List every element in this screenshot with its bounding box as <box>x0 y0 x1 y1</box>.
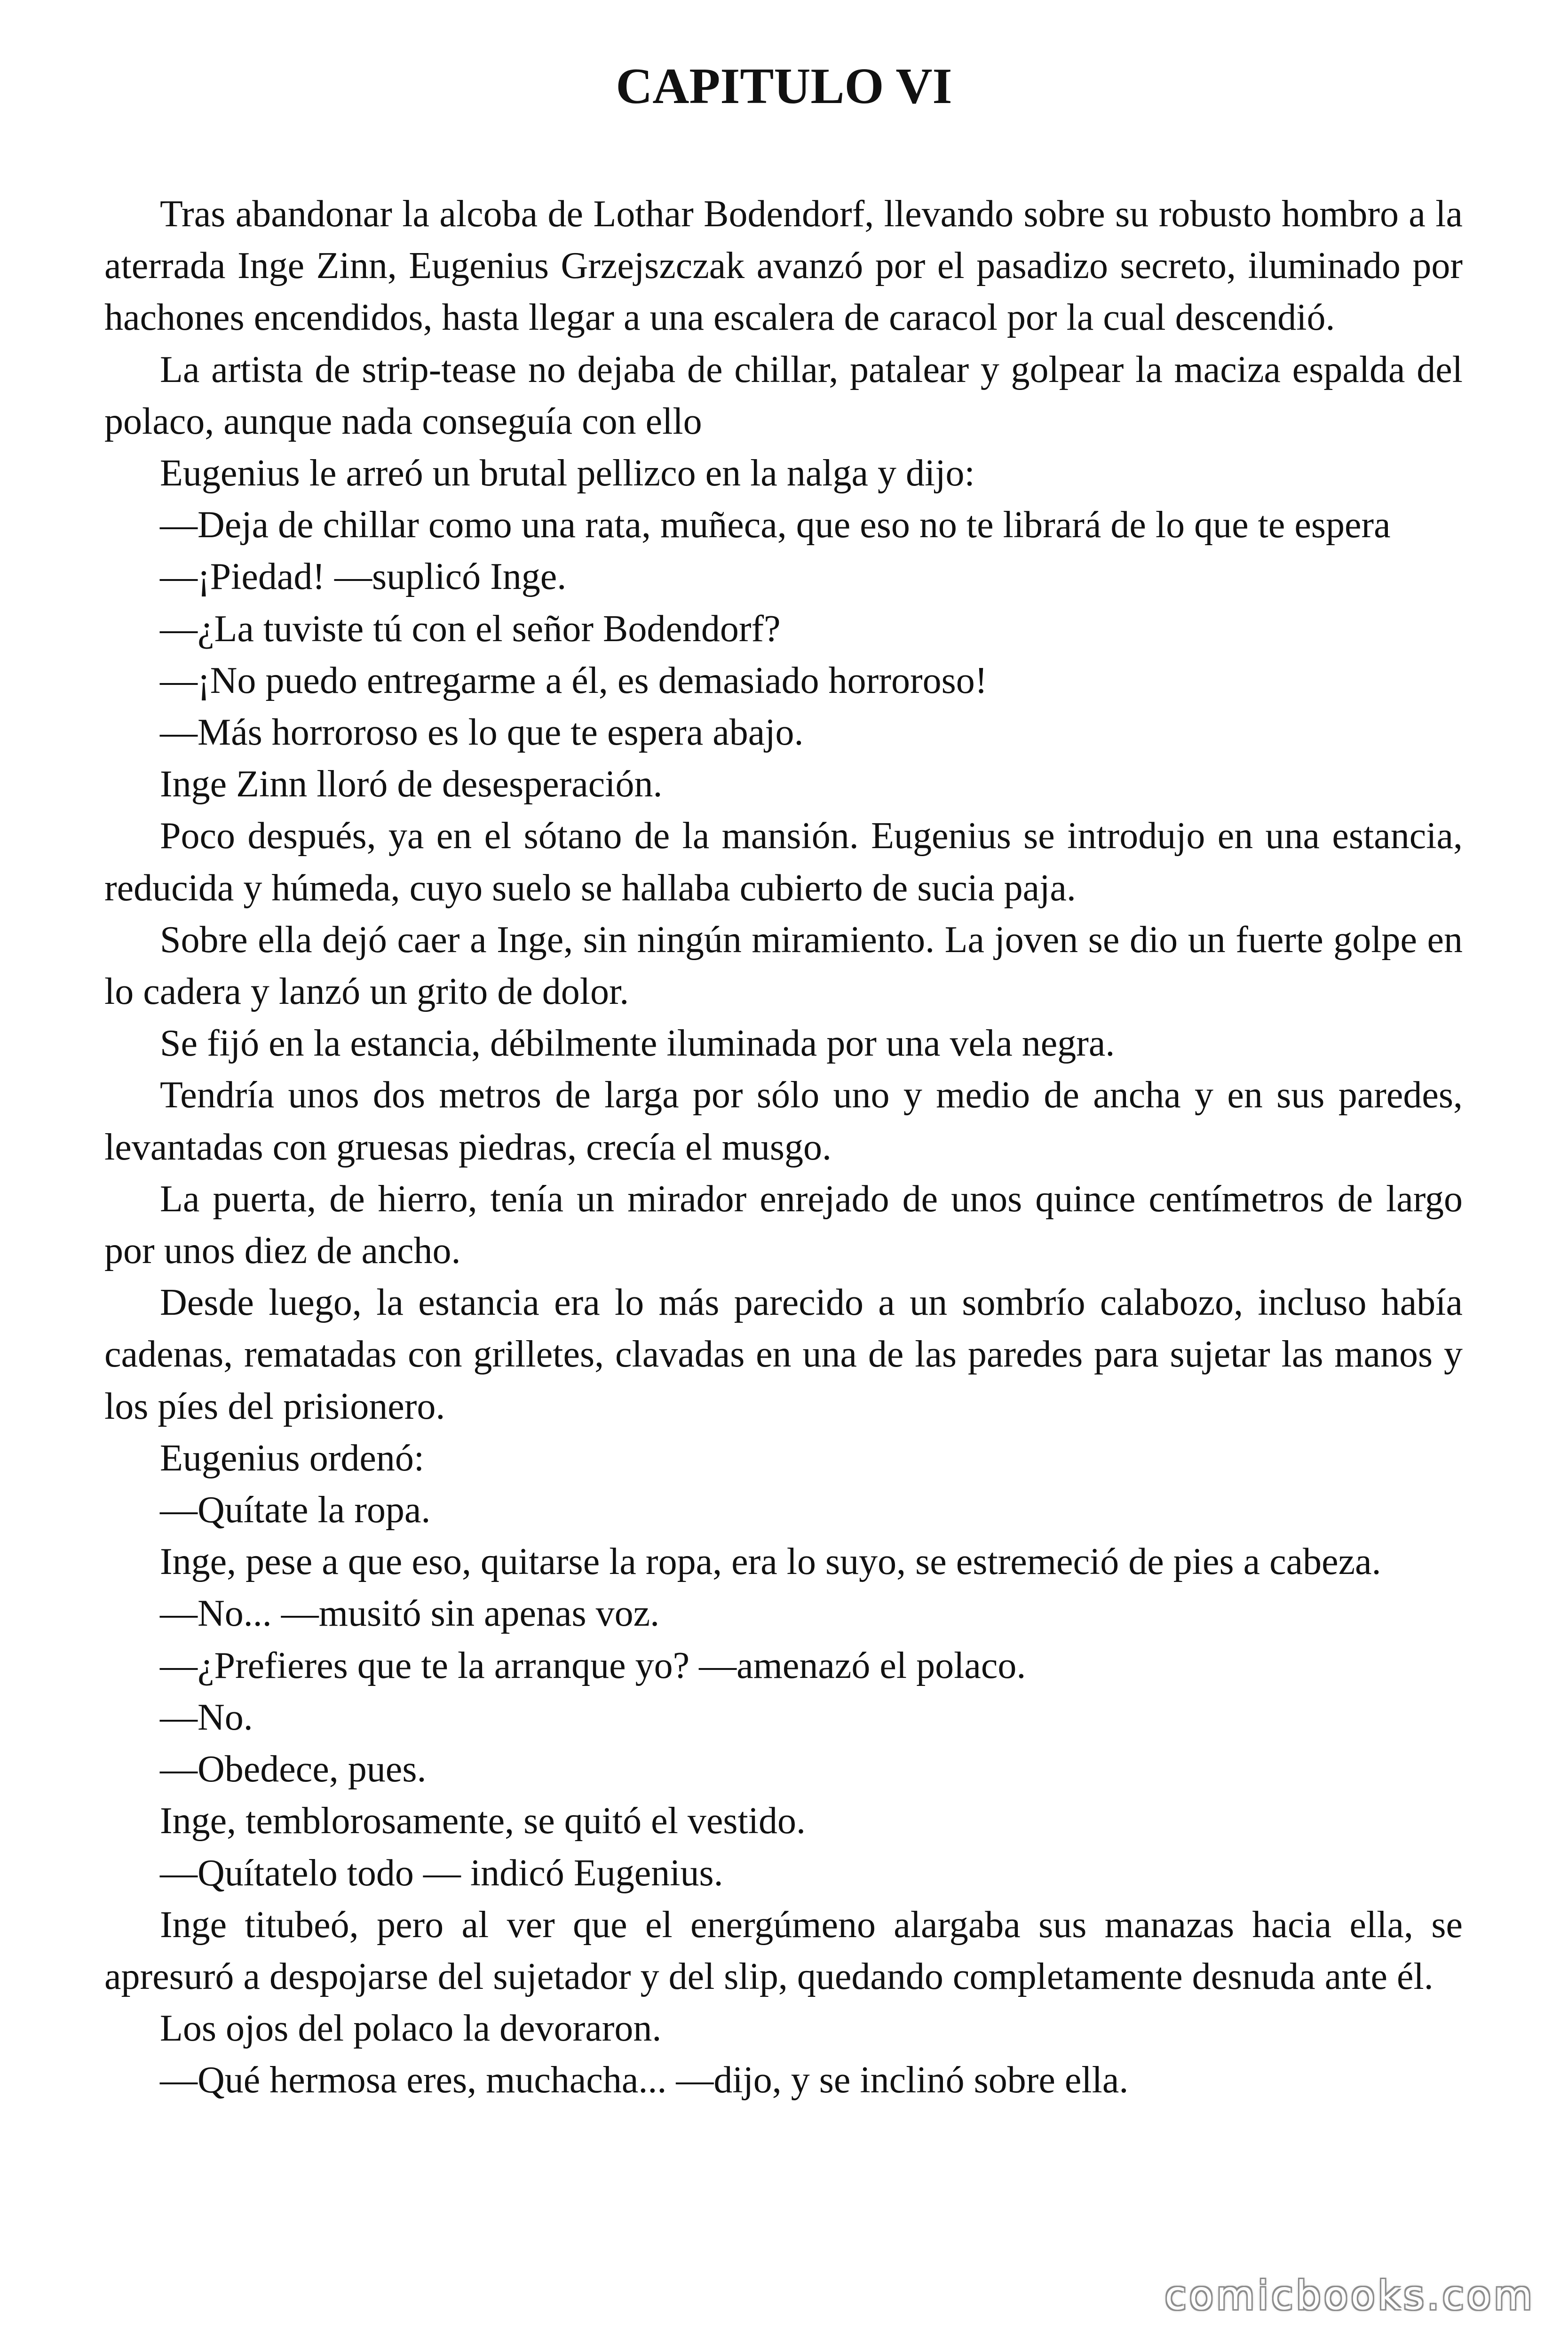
body-text <box>104 188 1463 2106</box>
paragraph: —Obedece, pues. <box>160 1748 427 1790</box>
paragraph: Inge, pese a que eso, quitarse la ropa, era lo suyo, se estremeció de pies a cabeza. <box>160 1541 1381 1583</box>
paragraph: —Quítate la ropa. <box>160 1489 431 1531</box>
paragraph: —¿La tuviste tú con el señor Bodendorf? <box>160 608 781 650</box>
watermark: comicbooks.com <box>1164 2273 1535 2319</box>
paragraph: —¡Piedad! —suplicó Inge. <box>160 556 567 598</box>
paragraph: Poco después, ya en el sótano de la mansión. Eugenius se introdujo en una estancia, reducida y húmeda, cuyo suelo se hallaba cubierto de sucia paja. <box>104 815 1463 909</box>
paragraph: Tendría unos dos metros de larga por sólo uno y medio de ancha y en sus paredes, levantadas con gruesas piedras, crecía el musgo. <box>104 1074 1463 1168</box>
paragraph: —¡No puedo entregarme a él, es demasiado horroroso! <box>160 660 988 701</box>
paragraph: —No. <box>160 1696 253 1738</box>
paragraph: Se fijó en la estancia, débilmente iluminada por una vela negra. <box>160 1023 1115 1065</box>
paragraph: Sobre ella dejó caer a Inge, sin ningún miramiento. La joven se dio un fuerte golpe en lo cadera y lanzó un grito de dolor. <box>104 919 1463 1013</box>
paragraph: Eugenius le arreó un brutal pellizco en la nalga y dijo: <box>160 453 975 494</box>
paragraph: Los ojos del polaco la devoraron. <box>160 2008 662 2050</box>
paragraph: La puerta, de hierro, tenía un mirador enrejado de unos quince centímetros de largo por unos diez de ancho. <box>104 1178 1463 1272</box>
paragraph: Tras abandonar la alcoba de Lothar Bodendorf, llevando sobre su robusto hombro a la aterrada Inge Zinn, Eugenius Grzejszczak avanzó por el pasadizo secreto, iluminado por hachones encendidos, hasta llegar a una escalera de caracol por la cual descendió. <box>104 193 1463 339</box>
paragraph: —Quítatelo todo — indicó Eugenius. <box>160 1852 723 1894</box>
paragraph: Eugenius ordenó: <box>160 1437 425 1479</box>
paragraph: Inge, temblorosamente, se quitó el vestido. <box>160 1800 806 1842</box>
paragraph: La artista de strip-tease no dejaba de chillar, patalear y golpear la maciza espalda del polaco, aunque nada conseguía con ello <box>104 349 1463 442</box>
paragraph: Inge titubeó, pero al ver que el energúmeno alargaba sus manazas hacia ella, se apresuró a despojarse del sujetador y del slip, quedando completamente desnuda ante él. <box>104 1904 1463 1997</box>
paragraph: —No... —musitó sin apenas voz. <box>160 1593 660 1635</box>
paragraph: Desde luego, la estancia era lo más parecido a un sombrío calabozo, incluso había cadenas, rematadas con grilletes, clavadas en una de las paredes para sujetar las manos y los píes del prisionero. <box>104 1282 1463 1427</box>
chapter-title: CAPITULO VI <box>616 58 952 114</box>
paragraph: —Deja de chillar como una rata, muñeca, que eso no te librará de lo que te espera <box>160 504 1391 546</box>
paragraph: —Más horroroso es lo que te espera abajo. <box>160 712 804 754</box>
paragraph: —¿Prefieres que te la arranque yo? —amenazó el polaco. <box>160 1645 1026 1686</box>
paragraph: —Qué hermosa eres, muchacha... —dijo, y se inclinó sobre ella. <box>160 2059 1129 2101</box>
paragraph: Inge Zinn lloró de desesperación. <box>160 763 663 805</box>
